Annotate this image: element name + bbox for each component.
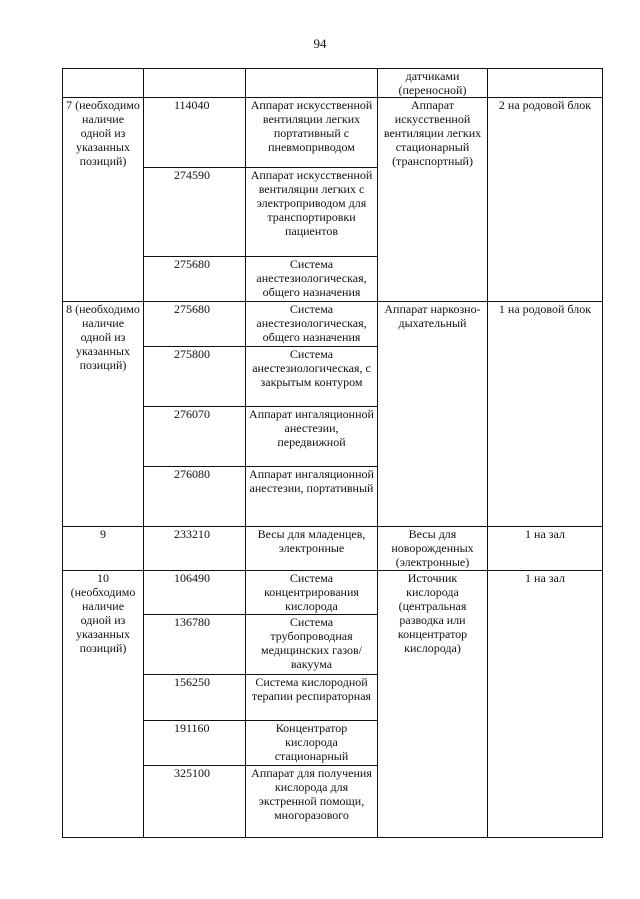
cell-name: Система анестезиологическая, общего назначения bbox=[246, 302, 378, 347]
table-row bbox=[63, 527, 603, 571]
cell-code: 191160 bbox=[144, 721, 246, 766]
page-number: 94 bbox=[313, 36, 327, 51]
cell-name: Аппарат для получения кислорода для экстренной помощи, многоразового bbox=[246, 766, 378, 838]
cell-name: Система анестезиологическая, общего назначения bbox=[246, 257, 378, 302]
cell-type: датчиками (переносной) bbox=[378, 69, 488, 98]
cell-name bbox=[246, 69, 378, 98]
cell-qty: 1 на родовой блок bbox=[488, 302, 603, 527]
cell-name: Аппарат искусственной вентиляции легких портативный с пневмоприводом bbox=[246, 98, 378, 168]
cell-code: 233210 bbox=[144, 527, 246, 571]
cell-qty bbox=[488, 69, 603, 98]
table-row-continuation bbox=[63, 69, 603, 98]
table-row bbox=[63, 302, 603, 347]
cell-name: Весы для младенцев, электронные bbox=[246, 527, 378, 571]
cell-name: Аппарат искусственной вентиляции легких с электроприводом для транспортировки пациентов bbox=[246, 168, 378, 257]
cell-code: 276070 bbox=[144, 407, 246, 467]
cell-code: 136780 bbox=[144, 615, 246, 675]
cell-code: 274590 bbox=[144, 168, 246, 257]
cell-type: Аппарат искусственной вентиляции легких стационарный (транспортный) bbox=[378, 98, 488, 302]
cell-code bbox=[144, 69, 246, 98]
cell-code: 106490 bbox=[144, 571, 246, 615]
cell-name: Аппарат ингаляционной анестезии, портативный bbox=[246, 467, 378, 527]
cell-name: Аппарат ингаляционной анестезии, передвижной bbox=[246, 407, 378, 467]
table-row bbox=[63, 571, 603, 615]
cell-name: Система кислородной терапии респираторная bbox=[246, 675, 378, 721]
cell-name: Система трубопроводная медицинских газов/вакуума bbox=[246, 615, 378, 675]
cell-qty: 2 на родовой блок bbox=[488, 98, 603, 302]
cell-type: Весы для новорожденных (электронные) bbox=[378, 527, 488, 571]
equipment-table bbox=[62, 68, 603, 838]
cell-name: Система концентрирования кислорода bbox=[246, 571, 378, 615]
cell-code: 275800 bbox=[144, 347, 246, 407]
cell-code: 275680 bbox=[144, 257, 246, 302]
cell-code: 276080 bbox=[144, 467, 246, 527]
cell-type: Аппарат наркозно-дыхательный bbox=[378, 302, 488, 527]
cell-number bbox=[63, 69, 144, 98]
cell-type: Источник кислорода (центральная разводка или концентратор кислорода) bbox=[378, 571, 488, 838]
cell-number: 9 bbox=[63, 527, 144, 571]
cell-number: 8 (необходимо наличие одной из указанных позиций) bbox=[63, 302, 144, 527]
cell-number: 7 (необходимо наличие одной из указанных позиций) bbox=[63, 98, 144, 302]
cell-code: 275680 bbox=[144, 302, 246, 347]
cell-name: Концентратор кислорода стационарный bbox=[246, 721, 378, 766]
cell-code: 156250 bbox=[144, 675, 246, 721]
cell-qty: 1 на зал bbox=[488, 571, 603, 838]
cell-code: 114040 bbox=[144, 98, 246, 168]
cell-code: 325100 bbox=[144, 766, 246, 838]
cell-qty: 1 на зал bbox=[488, 527, 603, 571]
cell-number: 10 (необходимо наличие одной из указанных позиций) bbox=[63, 571, 144, 838]
table-row bbox=[63, 98, 603, 168]
cell-name: Система анестезиологическая, с закрытым контуром bbox=[246, 347, 378, 407]
